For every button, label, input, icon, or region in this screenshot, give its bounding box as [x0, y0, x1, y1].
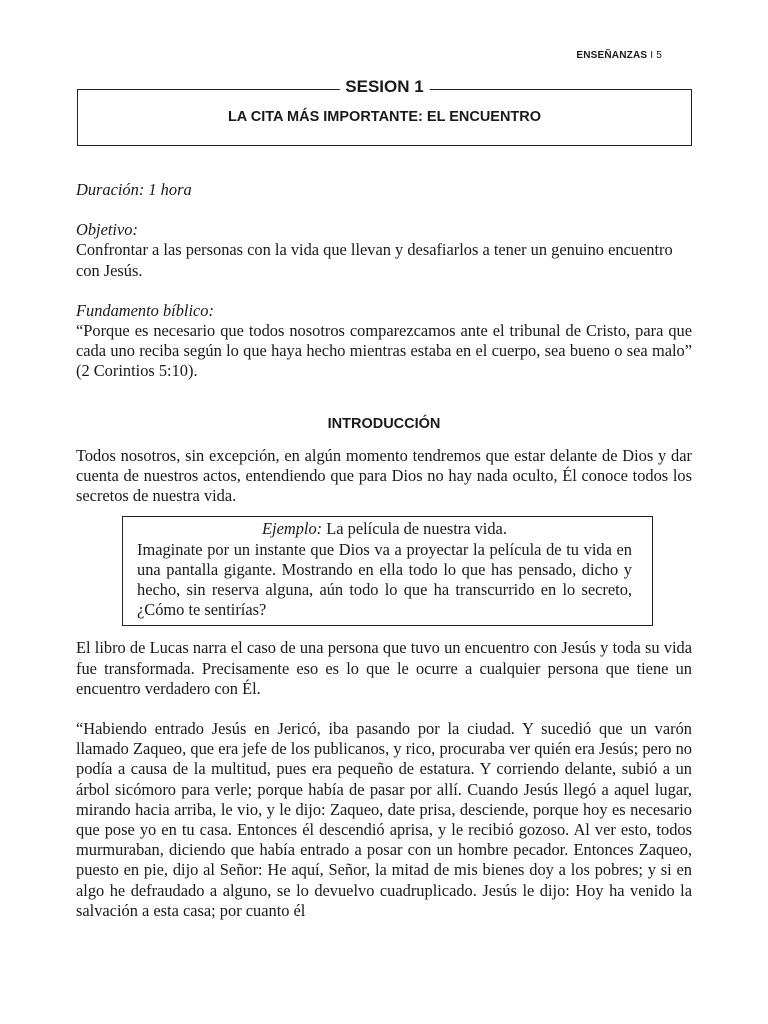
- session-subtitle: LA CITA MÁS IMPORTANTE: EL ENCUENTRO: [227, 109, 542, 125]
- page-content: [76, 180, 692, 921]
- objective-text: Confrontar a las personas con la vida que llevan y desafiarlos a tener un genuino encuentro con Jesús.: [76, 240, 673, 280]
- scripture-passage: “Habiendo entrado Jesús en Jericó, iba pasando por la ciudad. Y sucedió que un varón llamado Zaqueo, que era jefe de los publicanos, y rico, procuraba ver quién era Jesús; pero no podía a causa de la multitud, pues era pequeño de estatura. Y corriendo delante, subió a un árbol sicómoro para verle; porque había de pasar por allí. Cuando Jesús llegó a aquel lugar, mirando hacia arriba, le vio, y le dijo: Zaqueo, date prisa, desciende, porque hoy es necesario que pose yo en tu casa. Entonces él descendió aprisa, y le recibió gozoso. Al ver esto, todos murmuraban, diciendo que había entrado a posar con un hombre pecador. Entonces Zaqueo, puesto en pie, dijo al Señor: He aquí, Señor, la mitad de mis bienes doy a los pobres; y si en algo he defraudado a alguno, se lo devuelvo cuadruplicado. Jesús le dijo: Hoy ha venido la salvación a esta casa; por cuanto él: [76, 719, 692, 920]
- introduction-paragraph-2: El libro de Lucas narra el caso de una persona que tuvo un encuentro con Jesús y toda su vida fue transformada. Precisamente eso es lo que le ocurre a cualquier persona que tiene un encuentro verdadero con Él.: [76, 638, 692, 698]
- running-head-separator: I: [650, 50, 654, 61]
- example-label: Ejemplo:: [262, 519, 323, 539]
- foundation-label: Fundamento bíblico:: [76, 300, 214, 320]
- running-head-section: ENSEÑANZAS: [576, 50, 648, 61]
- example-title-line: [137, 519, 632, 539]
- page-number: 5: [656, 50, 662, 61]
- session-header-box: [77, 77, 692, 146]
- duration: Duración: 1 hora: [76, 180, 192, 199]
- session-title: SESION 1: [339, 77, 429, 97]
- foundation-text: “Porque es necesario que todos nosotros comparezcamos ante el tribunal de Cristo, para que cada uno reciba según lo que haya hecho mientras estaba en el cuerpo, sea bueno o sea malo” (2 Corintios 5:10).: [76, 321, 692, 381]
- introduction-paragraph-1: Todos nosotros, sin excepción, en algún momento tendremos que estar delante de Dios y dar cuenta de nuestros actos, entendiendo que para Dios no hay nada oculto, Él conoce todos los secretos de nuestra vida.: [76, 445, 692, 506]
- example-body: Imaginate por un instante que Dios va a proyectar la película de tu vida en una pantalla gigante. Mostrando en ella todo lo que has pensado, dicho y hecho, sin reserva alguna, aún todo lo que ha transcurrido en lo secreto, ¿Cómo te sentirías?: [137, 539, 632, 620]
- example-box: [122, 516, 653, 626]
- example-title: La película de nuestra vida.: [326, 519, 507, 539]
- running-head: [576, 50, 662, 61]
- objective-label: Objetivo:: [76, 220, 138, 240]
- introduction-heading: INTRODUCCIÓN: [327, 415, 441, 432]
